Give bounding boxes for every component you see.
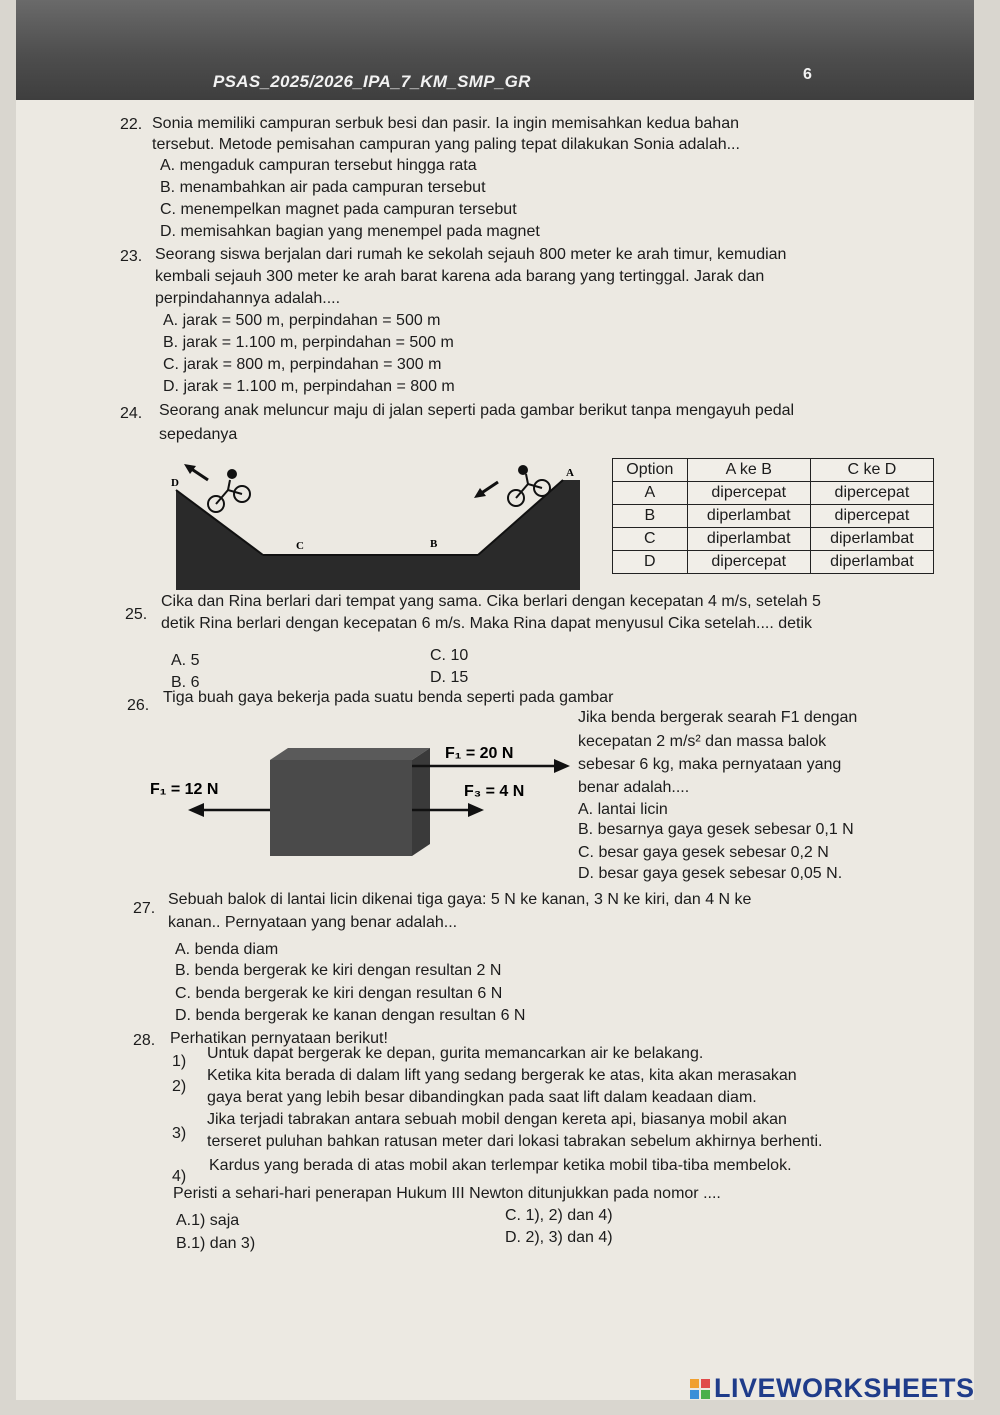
q23-number: 23. [120,248,143,265]
table-cell: dipercepat [687,482,810,505]
logo-grid-icon [690,1379,710,1399]
table-cell: B [613,505,688,528]
force-diagram [150,740,575,862]
q28-item-text-cont: gaya berat yang lebih besar dibandingkan pada saat lift dalam keadaan diam. [207,1089,757,1106]
q26-line1: Tiga buah gaya bekerja pada suatu benda seperti pada gambar [163,689,614,706]
block-front [270,760,412,856]
q22-line2: tersebut. Metode pemisahan campuran yang paling tepat dilakukan Sonia adalah... [152,136,740,153]
q27-option-d[interactable]: D. benda bergerak ke kanan dengan resultan 6 N [175,1007,526,1024]
table-row[interactable] [613,482,934,505]
q25-number: 25. [125,606,148,623]
label-c: C [296,540,304,552]
arrow-left-down-icon [474,482,498,498]
header-title: PSAS_2025/2026_IPA_7_KM_SMP_GR [213,72,531,91]
q28-item-text: Kardus yang berada di atas mobil akan terlempar ketika mobil tiba-tiba membelok. [209,1157,792,1174]
q26-right-line3: sebesar 6 kg, maka pernyataan yang [578,756,842,773]
block-top [270,748,430,760]
q27-line1: Sebuah balok di lantai licin dikenai tiga gaya: 5 N ke kanan, 3 N ke kiri, dan 4 N ke [168,891,752,908]
slope-diagram [168,460,580,590]
table-row[interactable] [613,505,934,528]
q25-option-d[interactable]: D. 15 [430,669,469,686]
q23-line1: Seorang siswa berjalan dari rumah ke sekolah sejauh 800 meter ke arah timur, kemudian [155,246,787,263]
label-d: D [171,477,179,489]
q22-number: 22. [120,116,143,133]
q28-question: Peristi a sehari-hari penerapan Hukum III Newton ditunjukkan pada nomor .... [173,1185,721,1202]
logo-text: LIVEWORKSHEETS [714,1373,975,1403]
table-header: C ke D [810,459,933,482]
q28-option-b[interactable]: B.1) dan 3) [176,1235,256,1252]
q24-line2: sepedanya [159,426,238,443]
q28-item-text: Ketika kita berada di dalam lift yang sedang bergerak ke atas, kita akan merasakan [207,1067,797,1084]
cyclist-left-icon [208,469,250,512]
q26-option-c[interactable]: C. besar gaya gesek sebesar 0,2 N [578,844,829,861]
q23-option-a[interactable]: A. jarak = 500 m, perpindahan = 500 m [163,312,441,329]
q26-right-line1: Jika benda bergerak searah F1 dengan [578,709,858,726]
page-number: 6 [803,66,812,83]
q24-number: 24. [120,405,143,422]
q28-item-number: 4) [172,1168,187,1185]
q25-line1: Cika dan Rina berlari dari tempat yang sama. Cika berlari dengan kecepatan 4 m/s, setelah 5 [161,593,821,610]
q26-right-line4: benar adalah.... [578,779,690,796]
q28-item-text: Untuk dapat bergerak ke depan, gurita memancarkan air ke belakang. [207,1045,704,1062]
q23-option-b[interactable]: B. jarak = 1.100 m, perpindahan = 500 m [163,334,454,351]
q25-line2: detik Rina berlari dengan kecepatan 6 m/s. Maka Rina dapat menyusul Cika setelah.... detik [161,615,813,632]
table-cell: D [613,551,688,574]
q26-option-b[interactable]: B. besarnya gaya gesek sebesar 0,1 N [578,821,854,838]
q23-line2: kembali sejauh 300 meter ke arah barat karena ada barang yang tertinggal. Jarak dan [155,268,765,285]
q28-line1: Perhatikan pernyataan berikut! [170,1030,388,1047]
q28-number: 28. [133,1032,156,1049]
q28-item-number: 2) [172,1078,187,1095]
q27-number: 27. [133,900,156,917]
q25-option-a[interactable]: A. 5 [171,652,200,669]
q23-option-d[interactable]: D. jarak = 1.100 m, perpindahan = 800 m [163,378,455,395]
table-cell: C [613,528,688,551]
q28-option-a[interactable]: A.1) saja [176,1212,240,1229]
q27-option-a[interactable]: A. benda diam [175,941,279,958]
table-cell: diperlambat [687,528,810,551]
table-cell: diperlambat [810,528,933,551]
q23-line3: perpindahannya adalah.... [155,290,341,307]
block-side [412,748,430,856]
table-header: Option [613,459,688,482]
q27-option-b[interactable]: B. benda bergerak ke kiri dengan resultan 2 N [175,962,502,979]
q26-option-d[interactable]: D. besar gaya gesek sebesar 0,05 N. [578,865,843,882]
table-header: A ke B [687,459,810,482]
q24-line1: Seorang anak meluncur maju di jalan seperti pada gambar berikut tanpa mengayuh pedal [159,402,795,419]
table-header-row [613,459,934,482]
q28-option-c[interactable]: C. 1), 2) dan 4) [505,1207,613,1224]
label-b: B [430,538,438,550]
q22-option-a[interactable]: A. mengaduk campuran tersebut hingga rata [160,157,477,174]
q28-item-number: 1) [172,1053,187,1070]
table-cell: diperlambat [810,551,933,574]
q22-line1: Sonia memiliki campuran serbuk besi dan pasir. Ia ingin memisahkan kedua bahan [152,115,739,132]
q28-item-number: 3) [172,1125,187,1142]
label-f2: F₁ = 20 N [445,745,514,762]
table-cell: dipercepat [687,551,810,574]
q26-option-a[interactable]: A. lantai licin [578,801,668,818]
table-row[interactable] [613,551,934,574]
table-cell: A [613,482,688,505]
q26-number: 26. [127,697,150,714]
table-cell: dipercepat [810,482,933,505]
label-f3: F₃ = 4 N [464,783,525,800]
table-cell: diperlambat [687,505,810,528]
table-row[interactable] [613,528,934,551]
q22-option-d[interactable]: D. memisahkan bagian yang menempel pada magnet [160,223,540,240]
q28-item-text: Jika terjadi tabrakan antara sebuah mobil dengan kereta api, biasanya mobil akan [207,1111,787,1128]
q23-option-c[interactable]: C. jarak = 800 m, perpindahan = 300 m [163,356,442,373]
q25-option-c[interactable]: C. 10 [430,647,469,664]
q26-right-line2: kecepatan 2 m/s² dan massa balok [578,733,827,750]
arrow-f1-left-icon [188,803,270,817]
table-cell: dipercepat [810,505,933,528]
q25-option-b[interactable]: B. 6 [171,674,200,691]
liveworksheets-logo[interactable] [690,1373,975,1404]
label-a: A [566,467,574,479]
q28-option-d[interactable]: D. 2), 3) dan 4) [505,1229,613,1246]
arrow-left-up-icon [184,464,208,480]
q24-answer-table [612,458,934,574]
q27-line2: kanan.. Pernyataan yang benar adalah... [168,914,458,931]
q27-option-c[interactable]: C. benda bergerak ke kiri dengan resultan 6 N [175,985,503,1002]
q22-option-c[interactable]: C. menempelkan magnet pada campuran tersebut [160,201,517,218]
q28-item-text-cont: terseret puluhan bahkan ratusan meter dari lokasi tabrakan sebelum akhirnya berhenti. [207,1133,823,1150]
label-f1: F₁ = 12 N [150,781,219,798]
q22-option-b[interactable]: B. menambahkan air pada campuran tersebut [160,179,486,196]
